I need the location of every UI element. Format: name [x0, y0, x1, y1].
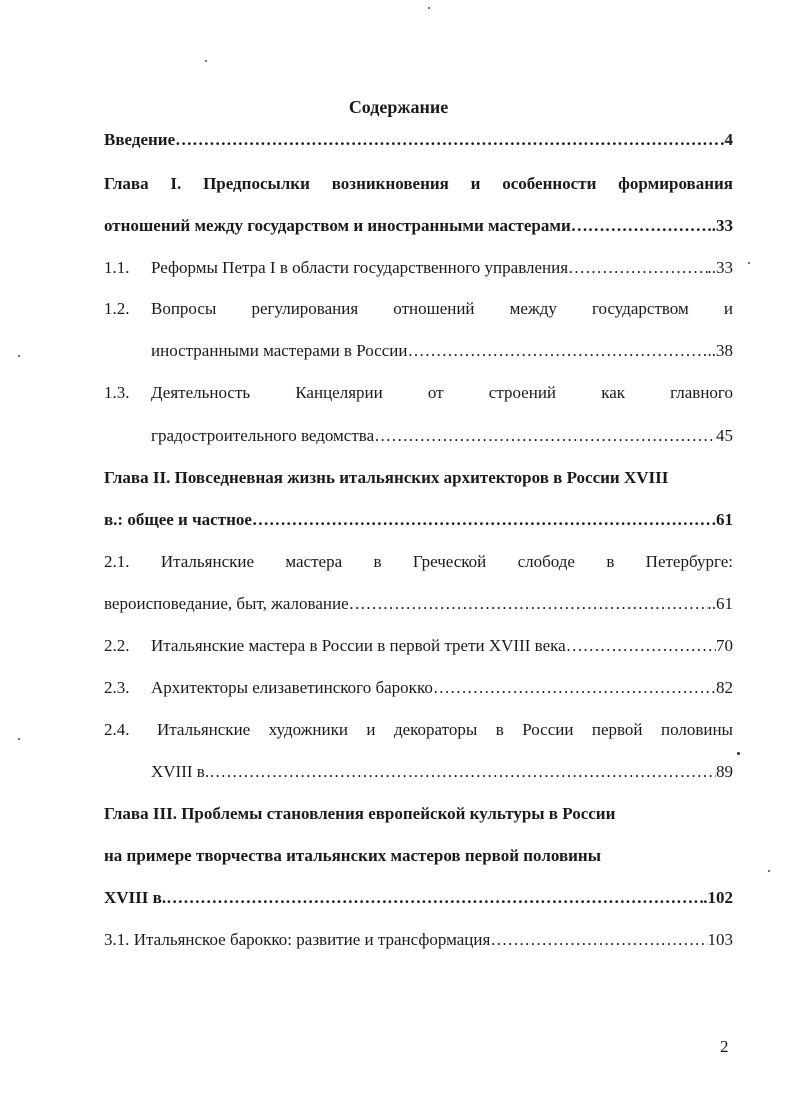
- entry-text: отношений между государством и иностранными мастерами: [104, 216, 571, 235]
- entry-word: Деятельность: [151, 383, 251, 402]
- dot-leader: [349, 593, 708, 615]
- entry-word: 2.1.: [104, 552, 130, 571]
- entry-text: Архитекторы елизаветинского барокко: [151, 678, 433, 697]
- entry-word: в: [373, 552, 382, 571]
- entry-word: государством: [591, 299, 689, 318]
- toc-entry-chapter-3-line2[interactable]: на примере творчества итальянских мастеров первой половины: [104, 846, 601, 865]
- entry-page: ..61: [707, 594, 733, 613]
- entry-page: ..38: [707, 341, 733, 360]
- entry-text: Итальянские мастера в России в первой трети XVIII века: [151, 636, 566, 655]
- entry-word: I.: [170, 174, 182, 193]
- entry-word: Глава: [104, 174, 149, 193]
- entry-word: первой: [591, 720, 643, 739]
- toc-entry-2-1-line2[interactable]: [104, 593, 733, 615]
- entry-word: строений: [488, 383, 557, 402]
- dot-leader: [571, 215, 708, 237]
- entry-word: и: [366, 720, 376, 739]
- dot-leader: [175, 129, 720, 151]
- toc-entry-1-2-line2[interactable]: [151, 340, 733, 362]
- toc-entry-2-1-line1[interactable]: [104, 551, 733, 573]
- dot-leader: [433, 677, 716, 699]
- entry-word: в: [495, 720, 504, 739]
- entry-word: Итальянские: [157, 720, 251, 739]
- scan-speck: [18, 738, 20, 740]
- dot-leader: [252, 509, 712, 531]
- page-number: 2: [720, 1037, 729, 1056]
- entry-page: 103: [707, 930, 733, 949]
- dot-leader: [490, 929, 707, 951]
- toc-entry-1-3-line2[interactable]: [151, 425, 733, 447]
- dot-leader: [209, 761, 716, 783]
- toc-entry-chapter-3-line3[interactable]: [104, 887, 733, 909]
- entry-word: художники: [268, 720, 348, 739]
- toc-entry-1-3-line1[interactable]: [151, 382, 733, 404]
- toc-entry-1-2-line1[interactable]: [151, 298, 733, 320]
- entry-word: Предпосылки: [203, 174, 310, 193]
- entry-word: возникновения: [331, 174, 449, 193]
- toc-entry-1-1[interactable]: [151, 257, 733, 279]
- entry-page: .102: [703, 888, 733, 907]
- section-number: 2.3.: [104, 678, 130, 697]
- entry-word: в: [606, 552, 615, 571]
- scan-speck: [737, 752, 740, 755]
- toc-entry-2-4-line2[interactable]: [151, 761, 733, 783]
- section-number: 2.2.: [104, 636, 130, 655]
- entry-text: градостроительного ведомства: [151, 426, 375, 445]
- entry-word: Греческой: [412, 552, 487, 571]
- entry-page: .4: [720, 130, 733, 149]
- entry-word: Петербурге:: [645, 552, 733, 571]
- entry-text: Реформы Петра I в области государственного управления: [151, 258, 569, 277]
- entry-page: 82: [716, 678, 733, 697]
- entry-word: между: [509, 299, 557, 318]
- section-number: 1.3.: [104, 383, 130, 402]
- entry-page: 70: [716, 636, 733, 655]
- entry-page: .61: [711, 510, 733, 529]
- entry-word: декораторы: [393, 720, 478, 739]
- entry-text: Введение: [104, 130, 176, 149]
- entry-word: России: [522, 720, 574, 739]
- entry-word: Вопросы: [151, 299, 217, 318]
- entry-word: главного: [670, 383, 733, 402]
- entry-page: 89: [716, 762, 733, 781]
- page-title: Содержание: [348, 97, 449, 117]
- toc-entry-2-3[interactable]: [151, 677, 733, 699]
- entry-page: ..33: [707, 258, 733, 277]
- scan-speck: [768, 870, 770, 872]
- scan-speck: [205, 60, 207, 62]
- scan-speck: [748, 262, 750, 264]
- entry-word: формирования: [618, 174, 733, 193]
- entry-word: отношений: [393, 299, 475, 318]
- entry-text: иностранными мастерами в России: [151, 341, 408, 360]
- toc-entry-chapter-1-line1[interactable]: [104, 173, 733, 195]
- scan-speck: [18, 355, 20, 357]
- entry-word: как: [601, 383, 625, 402]
- entry-word: половины: [660, 720, 733, 739]
- entry-word: от: [427, 383, 444, 402]
- entry-text: XVIII в.: [151, 762, 210, 781]
- section-number: 1.2.: [104, 299, 130, 318]
- section-number: 1.1.: [104, 258, 130, 277]
- entry-page: 45: [716, 426, 733, 445]
- entry-word: регулирования: [251, 299, 359, 318]
- toc-entry-2-2[interactable]: [151, 635, 733, 657]
- entry-text: XVIII в.: [104, 888, 167, 907]
- entry-word: Канцелярии: [295, 383, 383, 402]
- dot-leader: [566, 635, 716, 657]
- toc-entry-chapter-3-line1[interactable]: Глава III. Проблемы становления европейской культуры в России: [104, 804, 616, 823]
- dot-leader: [166, 887, 703, 909]
- entry-word: слободе: [517, 552, 575, 571]
- entry-word: мастера: [285, 552, 343, 571]
- entry-text: в.: общее и частное: [104, 510, 252, 529]
- entry-page: ..33: [707, 216, 733, 235]
- entry-text: 3.1. Итальянское барокко: развитие и трансформация: [104, 930, 491, 949]
- toc-entry-3-1[interactable]: [104, 929, 733, 951]
- section-number: 2.4.: [104, 720, 130, 739]
- toc-entry-2-4-line1[interactable]: [157, 719, 733, 741]
- entry-word: и: [723, 299, 733, 318]
- dot-leader: [374, 425, 716, 447]
- entry-word: Итальянские: [160, 552, 255, 571]
- toc-entry-chapter-2-line1[interactable]: Глава II. Повседневная жизнь итальянских архитекторов в России XVIII: [104, 468, 669, 487]
- toc-entry-chapter-1-line2[interactable]: [104, 215, 733, 237]
- toc-entry-intro[interactable]: [104, 129, 733, 151]
- entry-text: вероисповедание, быт, жалование: [104, 594, 349, 613]
- entry-word: и: [470, 174, 481, 193]
- dot-leader: [568, 257, 707, 279]
- dot-leader: [407, 340, 707, 362]
- scan-speck: [428, 7, 430, 9]
- entry-word: особенности: [502, 174, 597, 193]
- toc-entry-chapter-2-line2[interactable]: [104, 509, 733, 531]
